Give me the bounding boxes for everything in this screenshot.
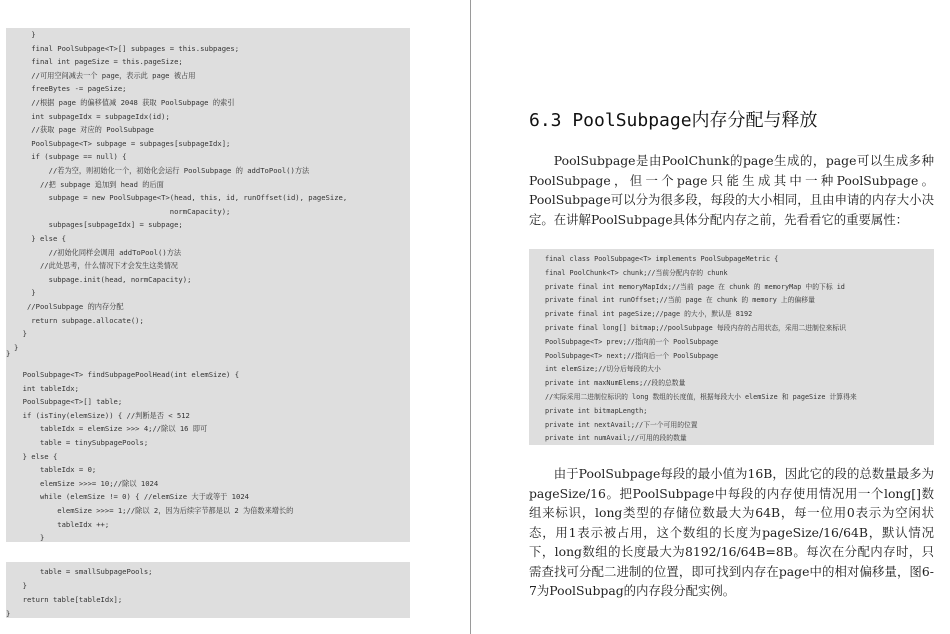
code-line: } — [14, 288, 36, 298]
code-line: } — [14, 533, 45, 543]
code-line: private final long[] bitmap;//poolSubpage 每段内存的占用状态，采用二进制位来标识 — [545, 324, 847, 332]
code-line: int tableIdx; — [14, 383, 79, 393]
code-line: if (subpage == null) { — [14, 152, 127, 162]
code-line: while (elemSize != 0) { //elemSize 大于或等于 1024 — [14, 492, 249, 502]
code-line: //获取 page 对应的 PoolSubpage — [14, 125, 154, 135]
right-page — [472, 0, 950, 634]
code-line: private final int pageSize;//page 的大小，默认是 8192 — [545, 310, 753, 319]
code-line: //根据 page 的偏移值减 2048 获取 PoolSubpage 的索引 — [14, 98, 235, 107]
code-line: } — [14, 30, 36, 39]
code-line: } else { — [14, 234, 66, 243]
code-line: PoolSubpage<T> prev;//指向前一个 PoolSubpage — [545, 337, 719, 346]
code-line: PoolSubpage<T>[] table; — [14, 397, 123, 407]
code-block-allocate-subpage — [6, 28, 410, 542]
left-page — [0, 0, 470, 634]
bitmap-explanation-paragraph: 由于PoolSubpage每段的最小值为16B，因此它的段的总数量最多为pageSize/16。把PoolSubpage中每段的内存使用情况用一个long[]数组来标识，long类型的存储位数最大为64B，每一位用0表示为空闲状态，用1表示被占用，这个数组的长度为pageSize/16/64B，默认情况下，long数组的长度最大为8192/16/64B=8B。每次在分配内存时，只需查找可分配二进制的位置，即可找到内存在page中的相对偏移量，图6-7为PoolSubpag的内存段分配实例。 — [529, 466, 934, 598]
code-line: PoolSubpage<T> next;//指向后一个 PoolSubpage — [545, 351, 719, 360]
code-line: subpages[subpageIdx] = subpage; — [14, 220, 183, 230]
intro-paragraph: PoolSubpage是由PoolChunk的page生成的，page可以生成多种PoolSubpage，但一个page只能生成其中一种PoolSubpage。PoolSubpage可以分为很多段，每段的大小相同，且由申请的内存大小决定。在讲解PoolSubpage具体分配内存之前，先看看它的重要属性： — [529, 153, 934, 227]
code-line: final class PoolSubpage<T> implements PoolSubpageMetric { — [545, 255, 779, 263]
code-block-poolsubpage-fields — [529, 249, 934, 445]
code-line: elemSize >>>= 1;//除以 2，因为后续字节都是以 2 为倍数来增长的 — [14, 506, 294, 515]
code-line: table = tinySubpagePools; — [14, 438, 149, 447]
code-line: freeBytes -= pageSize; — [14, 84, 127, 94]
code-line: tableIdx ++; — [14, 519, 110, 529]
code-line: final PoolChunk<T> chunk;//当前分配内存的 chunk — [545, 268, 728, 277]
closing-brace-outer: } — [6, 349, 11, 358]
code-line: private final int memoryMapIdx;//当前 page 在 chunk 的 memoryMap 中的下标 id — [545, 282, 845, 291]
code-line: private int maxNumElems;//段的总数量 — [545, 379, 686, 388]
code-line: tableIdx = elemSize >>> 4;//除以 16 即可 — [14, 424, 208, 434]
code-line: } — [14, 581, 27, 590]
code-line: subpage.init(head, normCapacity); — [14, 274, 192, 284]
code-line: //可用空间减去一个 page，表示此 page 被占用 — [14, 70, 196, 80]
code-line: PoolSubpage<T> subpage = subpages[subpageIdx]; — [14, 138, 231, 148]
code-line: //PoolSubpage 的内存分配 — [14, 302, 124, 311]
code-line: table = smallSubpagePools; — [14, 567, 153, 576]
code-line: } — [14, 342, 19, 352]
code-line: //把 subpage 追加到 head 的后面 — [14, 179, 164, 189]
book-spine-divider — [470, 0, 471, 634]
code-line: subpage = new PoolSubpage<T>(head, this, id, runOffset(id), pageSize, — [14, 193, 348, 203]
code-line: //初始化同样会调用 addToPool()方法 — [14, 247, 182, 257]
code-line: tableIdx = 0; — [14, 465, 97, 475]
code-line: } else { — [14, 451, 58, 461]
code-line: //实际采用二进制位标识的 long 数组的长度值，根据每段大小 elemSize 和 pageSize 计算得来 — [545, 393, 857, 401]
code-line: PoolSubpage<T> findSubpagePoolHead(int elemSize) { — [14, 370, 240, 379]
section-heading: 6.3 PoolSubpage内存分配与释放 — [529, 110, 818, 131]
code-line: if (isTiny(elemSize)) { //判断是否 < 512 — [14, 410, 190, 420]
code-line: final PoolSubpage<T>[] subpages = this.subpages; — [14, 43, 240, 53]
code-line: return table[tableIdx]; — [14, 595, 123, 604]
code-line: int elemSize;//切分后每段的大小 — [545, 365, 661, 374]
code-line: elemSize >>>= 10;//除以 1024 — [14, 478, 159, 488]
code-line: int subpageIdx = subpageIdx(id); — [14, 111, 170, 121]
code-line: private final int runOffset;//当前 page 在 chunk 的 memory 上的偏移量 — [545, 296, 815, 305]
code-line: final int pageSize = this.pageSize; — [14, 57, 183, 67]
code-line: normCapacity); — [14, 206, 231, 216]
closing-brace-final: } — [6, 609, 11, 618]
code-line: private int bitmapLength; — [545, 406, 648, 415]
code-line: //若为空，则初始化一个，初始化会运行 PoolSubpage 的 addToPool()方法 — [14, 166, 310, 175]
code-line: //此处思考，什么情况下才会发生这类情况 — [14, 261, 178, 271]
code-line: private int nextAvail;//下一个可用的位置 — [545, 420, 698, 429]
code-block-return-table — [6, 562, 410, 618]
code-line: } — [14, 329, 27, 339]
code-line: private int numAvail;//可用的段的数量 — [545, 434, 687, 443]
code-line: return subpage.allocate(); — [14, 315, 144, 325]
